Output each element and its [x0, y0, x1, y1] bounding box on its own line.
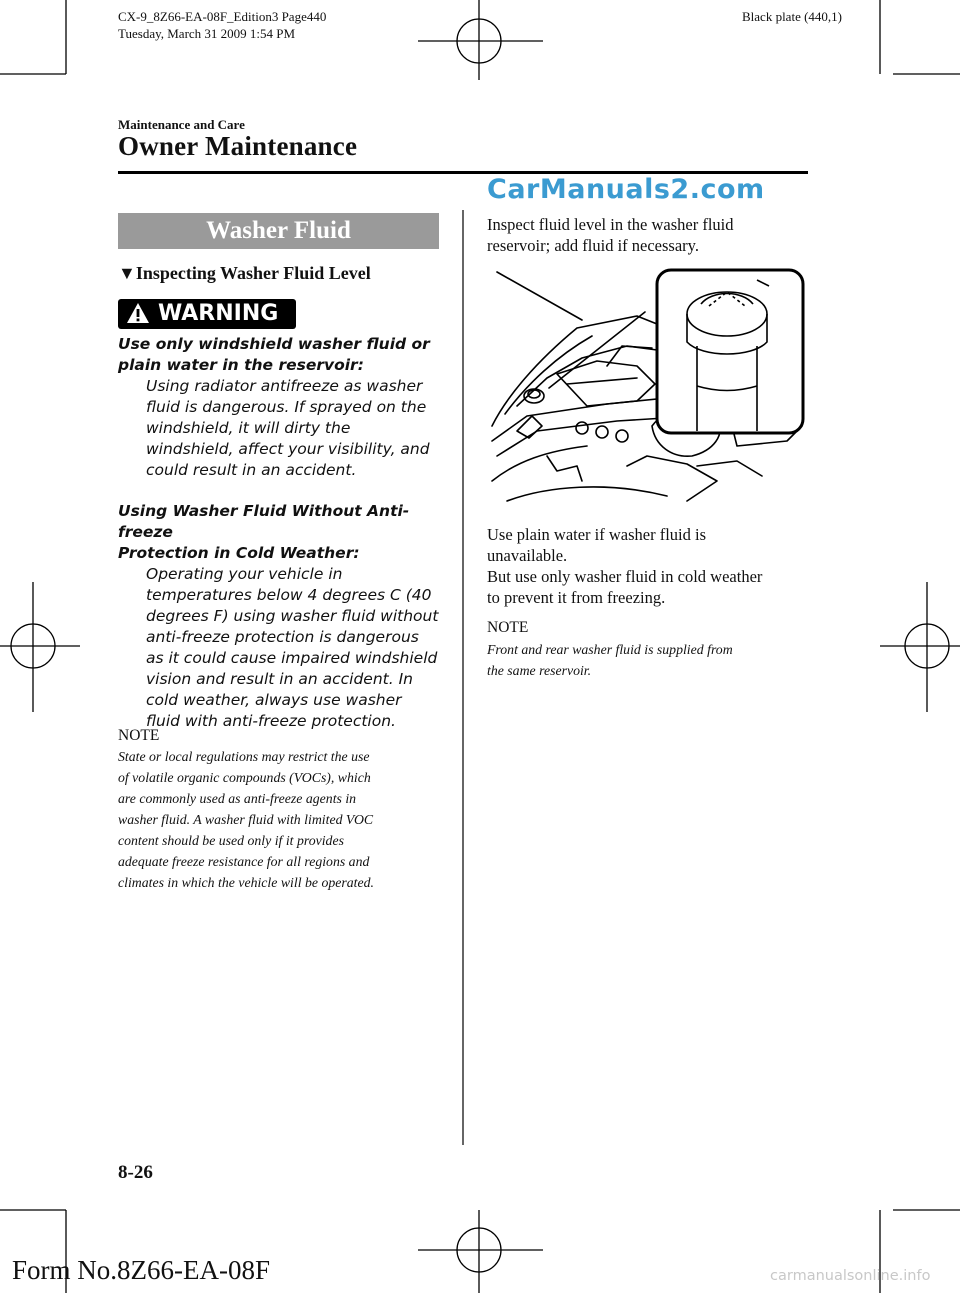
warning-badge	[118, 299, 296, 329]
section-band: Washer Fluid	[118, 213, 439, 249]
print-header	[118, 8, 326, 42]
registration-mark-bottom	[418, 1210, 543, 1293]
intro-paragraph: Inspect fluid level in the washer fluid reservoir; add fluid if necessary.	[487, 215, 734, 255]
form-number: Form No.8Z66-EA-08F	[12, 1255, 270, 1285]
warning-1	[118, 334, 448, 481]
registration-mark-left	[0, 582, 80, 712]
page-number: 8-26	[118, 1162, 153, 1183]
note-body-left: State or local regulations may restrict the use of volatile organic compounds (VOCs), which are commonly used as anti-freeze agents in washer fluid. A washer fluid with limited VOC content should be used only if it provides adequate freeze resistance for all regions and climates in which the vehicle will be operated.	[118, 749, 374, 890]
warning-2-heading: Using Washer Fluid Without Anti-freeze Protection in Cold Weather:	[118, 502, 410, 562]
plate-label: Black plate (440,1)	[742, 9, 842, 24]
usage-paragraph: Use plain water if washer fluid is unavailable. But use only washer fluid in cold weather to prevent it from freezing.	[487, 525, 763, 607]
file-line: CX-9_8Z66-EA-08F_Edition3 Page440	[118, 9, 327, 24]
warning-1-heading: Use only windshield washer fluid or plain water in the reservoir:	[118, 335, 430, 374]
triangle-marker-icon: ▼	[118, 263, 136, 283]
watermark: CarManuals2.com	[487, 174, 765, 205]
warning-1-body: Using radiator antifreeze as washer fluid is dangerous. If sprayed on the windshield, it will dirty the windshield, affect your visibility, and could result in an accident.	[146, 377, 430, 479]
date-line: Tuesday, March 31 2009 1:54 PM	[118, 26, 296, 41]
subheading-text: Inspecting Washer Fluid Level	[135, 263, 371, 283]
registration-mark-top	[418, 0, 543, 80]
warning-label: WARNING	[158, 301, 279, 326]
note-body-right: Front and rear washer fluid is supplied from the same reservoir.	[487, 642, 733, 678]
page-title: Owner Maintenance	[118, 131, 358, 161]
warning-2	[118, 501, 458, 732]
reservoir-illustration	[487, 266, 807, 514]
warning-triangle-icon	[126, 302, 150, 324]
site-watermark: carmanualsonline.info	[770, 1268, 931, 1284]
registration-mark-right	[880, 582, 960, 712]
note-heading-left: NOTE	[118, 727, 160, 744]
section-label: Maintenance and Care	[118, 117, 245, 132]
note-heading-right: NOTE	[487, 619, 529, 636]
warning-2-body: Operating your vehicle in temperatures below 4 degrees C (40 degrees F) using washer fluid without anti-freeze protection is dangerous as it could cause impaired windshield vision and result in an accident. In cold weather, always use washer fluid with anti-freeze protection.	[146, 565, 439, 730]
subheading	[118, 263, 371, 284]
